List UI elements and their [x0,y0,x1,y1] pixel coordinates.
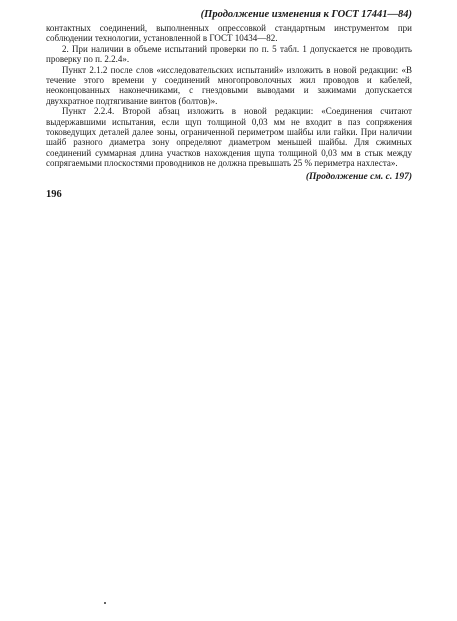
continued-note: (Продолжение см. с. 197) [305,171,412,182]
scan-speck [104,602,106,604]
paragraph-clause-2-2-4: Пункт 2.2.4. Второй абзац изложить в новой редакции: «Соединения считают выдержавшими испытания, если щуп толщиной 0,03 мм не входит в паз сопряжения токоведущих деталей далее зоны, ограниченной периметром шайбы или гайки. При наличии шайб разного диаметра зону определяют диаметром меньшей шайбы. Для сжимных соединений суммарная длина участков нахождения щупа толщиной 0,03 мм в стык между сопрягаемыми плоскостями проводников не должна превышать 25 % периметра нахлеста». [46,106,412,169]
paragraph-note-2: 2. При наличии в объеме испытаний проверки по п. 5 табл. 1 допускается не проводить проверку по п. 2.2.4». [46,43,412,65]
paragraph-continuation: контактных соединений, выполненных опрессовкой стандартным инструментом при соблюдении технологии, установленной в ГОСТ 10434—82. [46,23,412,44]
paragraph-clause-2-1-2: Пункт 2.1.2 после слов «исследовательских испытаний» изложить в новой редакции: «В течение этого времени у соединений многопроволочных жил проводов и кабелей, неоконцованных наконечниками, с гнездовыми выводами и зажимами допускается двухкратное подтягивание винтов (болтов)». [46,64,412,106]
document-page [46,8,412,200]
page-number: 196 [46,188,62,200]
running-header: (Продолжение изменения к ГОСТ 17441—84) [200,9,412,20]
